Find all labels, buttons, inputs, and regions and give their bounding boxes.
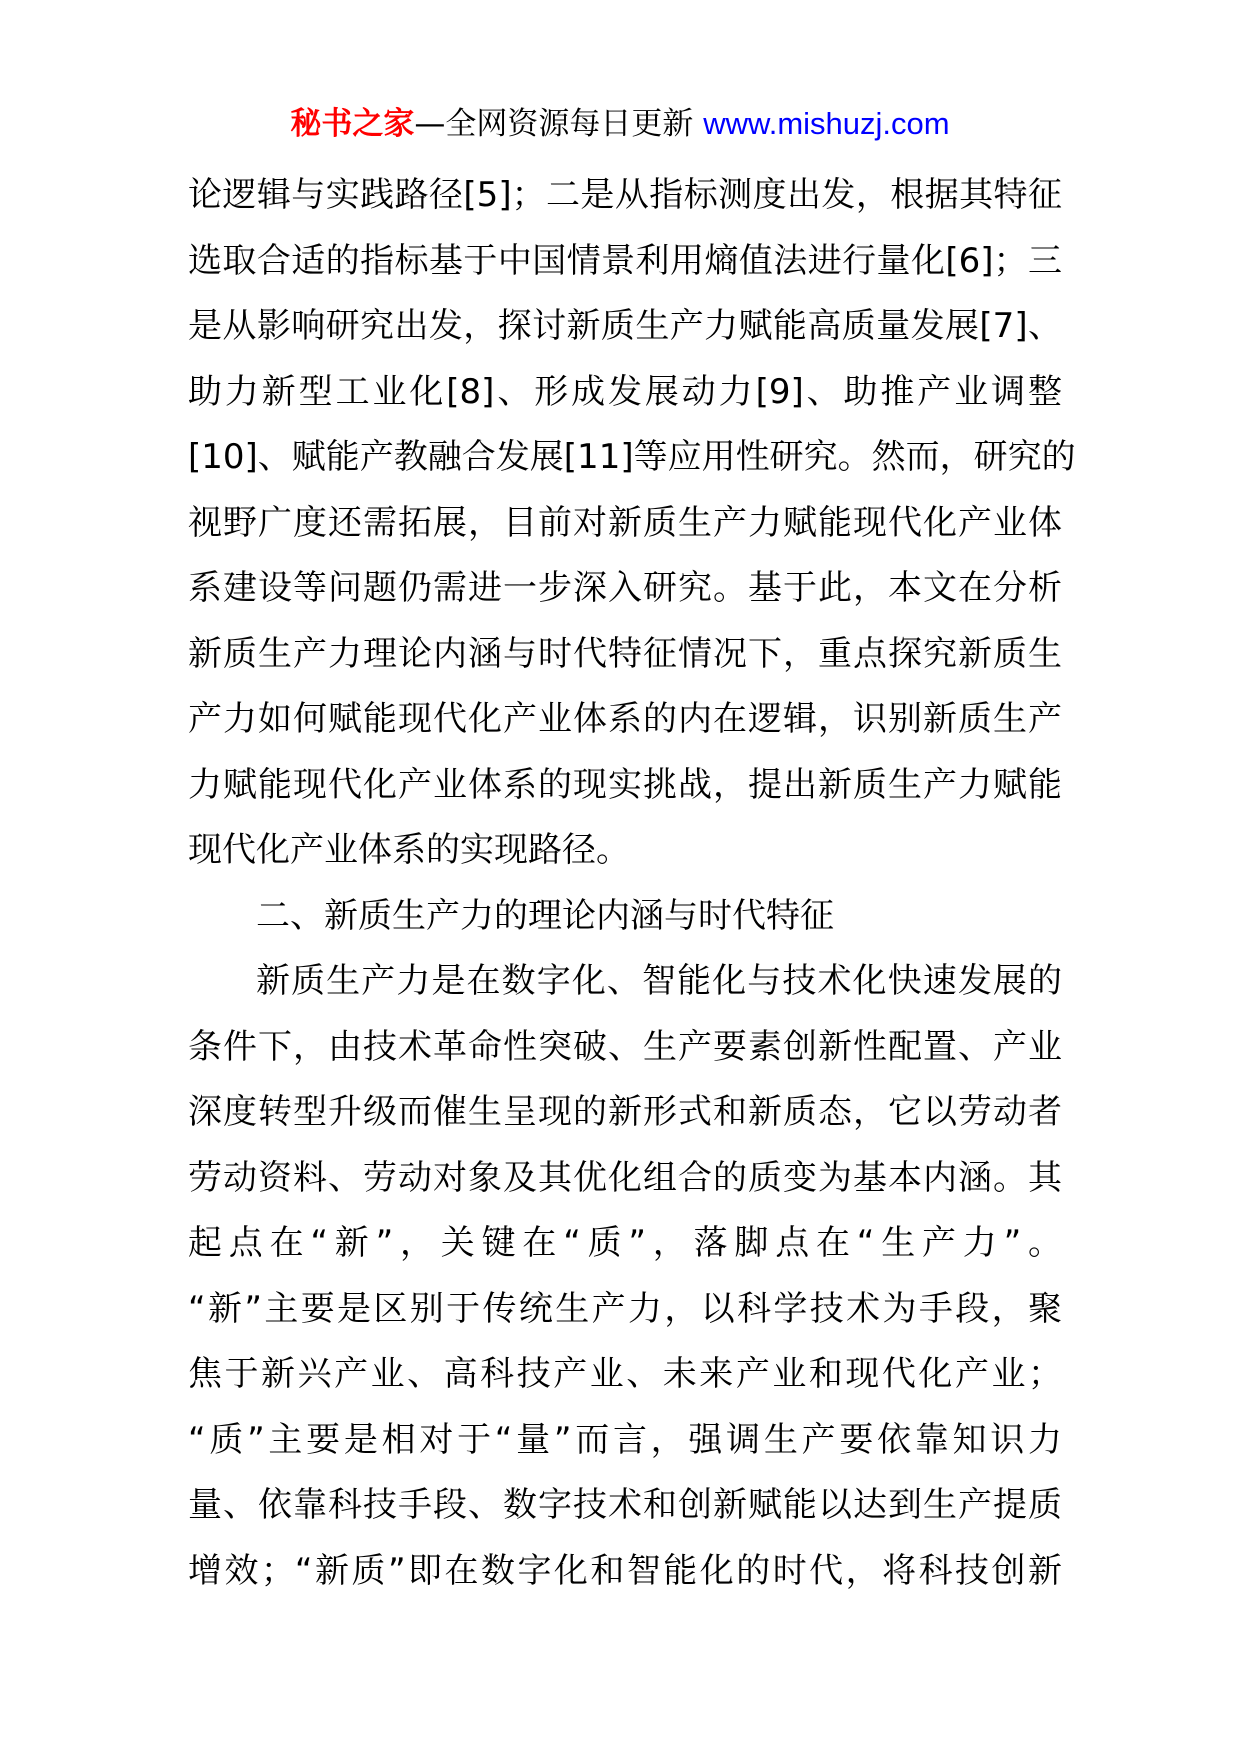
- body-line: 选取合适的指标基于中国情景利用熵值法进行量化[6]；三: [188, 240, 1062, 281]
- section-line: 焦于新兴产业、高科技产业、未来产业和现代化产业；: [188, 1354, 1062, 1394]
- section-line: 深度转型升级而催生呈现的新形式和新质态，它以劳动者: [188, 1092, 1062, 1132]
- section-line: “新”主要是区别于传统生产力，以科学技术为手段，聚: [188, 1288, 1062, 1329]
- section-line: 起点在“新”，关键在“质”，落脚点在“生产力”。: [188, 1223, 1062, 1263]
- body-line: 论逻辑与实践路径[5]；二是从指标测度出发，根据其特征: [188, 175, 1062, 215]
- section-line: 条件下，由技术革命性突破、生产要素创新性配置、产业: [188, 1026, 1062, 1067]
- site-brand: 秘书之家: [290, 106, 415, 142]
- body-line: 产力如何赋能现代化产业体系的内在逻辑，识别新质生产: [188, 699, 1062, 739]
- site-tagline: —全网资源每日更新: [414, 106, 704, 142]
- document-body: [188, 163, 1076, 1604]
- section-line: “质”主要是相对于“量”而言，强调生产要依靠知识力: [188, 1419, 1062, 1460]
- section-line: 增效；“新质”即在数字化和智能化的时代，将科技创新: [188, 1550, 1062, 1591]
- page-header: [0, 102, 1240, 146]
- body-line: 是从影响研究出发，探讨新质生产力赋能高质量发展[7]、: [188, 306, 1062, 346]
- site-url-link[interactable]: www.mishuzj.com: [703, 106, 950, 141]
- section-line: 新质生产力是在数字化、智能化与技术化快速发展的: [256, 961, 1062, 1001]
- body-line: 系建设等问题仍需进一步深入研究。基于此，本文在分析: [188, 568, 1062, 608]
- body-line: [10]、赋能产教融合发展[11]等应用性研究。然而，研究的: [188, 437, 1076, 477]
- section-heading: 二、新质生产力的理论内涵与时代特征: [256, 895, 834, 936]
- body-line: 现代化产业体系的实现路径。: [188, 830, 630, 870]
- section-line: 劳动资料、劳动对象及其优化组合的质变为基本内涵。其: [188, 1157, 1062, 1198]
- section-line: 量、依靠科技手段、数字技术和创新赋能以达到生产提质: [188, 1485, 1062, 1525]
- body-line: 新质生产力理论内涵与时代特征情况下，重点探究新质生: [188, 633, 1062, 674]
- body-line: 力赋能现代化产业体系的现实挑战，提出新质生产力赋能: [188, 764, 1062, 805]
- body-line: 助力新型工业化[8]、形成发展动力[9]、助推产业调整: [188, 371, 1062, 412]
- body-line: 视野广度还需拓展，目前对新质生产力赋能现代化产业体: [188, 502, 1062, 543]
